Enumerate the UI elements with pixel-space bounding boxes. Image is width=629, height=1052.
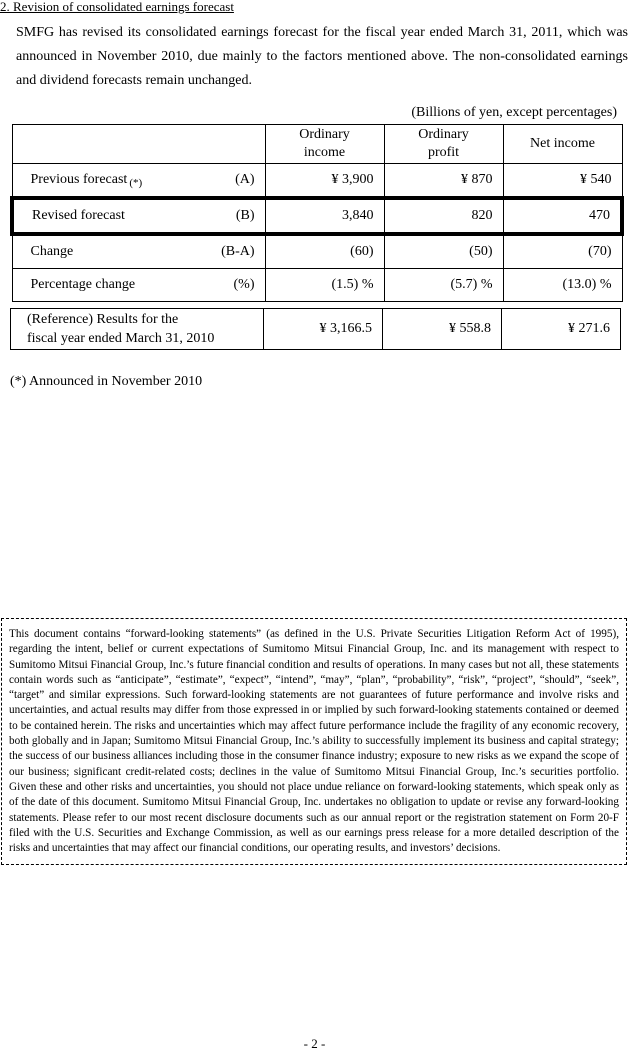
table-header-row <box>12 125 622 164</box>
row-label-cell <box>12 234 265 269</box>
table-cell: (13.0) % <box>503 269 622 302</box>
header-empty-cell <box>12 125 265 164</box>
row-label: Change <box>30 244 74 259</box>
footnote: (*) Announced in November 2010 <box>10 374 203 389</box>
column-header: Net income <box>503 125 622 164</box>
table-cell: ¥ 3,900 <box>265 164 384 199</box>
reference-table <box>10 308 621 350</box>
row-label: Percentage change <box>30 277 136 292</box>
reference-row <box>11 309 621 350</box>
page-number: - 2 - <box>303 1036 326 1051</box>
table-row <box>12 164 622 199</box>
reference-label-line2: fiscal year ended March 31, 2010 <box>27 331 215 346</box>
table-cell: ¥ 540 <box>503 164 622 199</box>
reference-label-cell <box>11 309 264 350</box>
table-cell: (5.7) % <box>384 269 503 302</box>
row-label-cell <box>12 269 265 302</box>
table-cell: 3,840 <box>265 198 384 234</box>
table-cell: ¥ 558.8 <box>383 309 502 350</box>
row-label: Previous forecast <box>30 171 128 187</box>
unit-note: (Billions of yen, except percentages) <box>411 105 617 120</box>
row-label-cell <box>12 164 265 199</box>
row-label: Revised forecast <box>32 208 125 223</box>
row-code: (A) <box>235 172 255 187</box>
section-title: 2. Revision of consolidated earnings forecast <box>0 0 234 14</box>
row-code: (B-A) <box>221 244 255 259</box>
footnote-marker: (*) <box>129 176 143 189</box>
table-cell: ¥ 271.6 <box>502 309 621 350</box>
table-cell: (50) <box>384 234 503 269</box>
table-row <box>12 269 622 302</box>
table-row-highlighted <box>12 198 622 234</box>
row-code: (%) <box>233 277 255 292</box>
table-cell: ¥ 3,166.5 <box>264 309 383 350</box>
table-cell: 820 <box>384 198 503 234</box>
intro-paragraph: SMFG has revised its consolidated earnings forecast for the fiscal year ended March 31, 2011, which was announced in November 2010, due mainly to the factors mentioned above. The non-consolidated earnings and dividend forecasts remain unchanged. <box>16 25 628 88</box>
row-code: (B) <box>235 208 255 223</box>
column-header: Ordinary profit <box>384 125 503 164</box>
forecast-table <box>10 124 624 302</box>
reference-label-line1: (Reference) Results for the <box>27 312 179 327</box>
table-cell: 470 <box>503 198 622 234</box>
table-cell: (60) <box>265 234 384 269</box>
row-label-cell <box>12 198 265 234</box>
table-cell: (1.5) % <box>265 269 384 302</box>
column-header: Ordinary income <box>265 125 384 164</box>
table-row <box>12 234 622 269</box>
table-cell: (70) <box>503 234 622 269</box>
forward-looking-disclaimer: This document contains “forward-looking statements” (as defined in the U.S. Private Securities Litigation Reform Act of 1995), regarding the intent, belief or current expectations of Sumitomo Mitsui Financial Group, Inc. and its management with respect to Sumitomo Mitsui Financial Group, Inc.’s future financial condition and results of operations. In many cases but not all, these statements contain words such as “anticipate”, “estimate”, “expect”, “intend”, “may”, “plan”, “probability”, “risk”, “project”, “should”, “seek”, “target” and similar expressions. Such forward-looking statements are not guarantees of future performance and involve risks and uncertainties, and actual results may differ from those expressed in or implied by such forward-looking statements contained or deemed to be contained herein. The risks and uncertainties which may affect future performance include the fragility of any economic recovery, both globally and in Japan; Sumitomo Mitsui Financial Group, Inc.’s ability to successfully implement its business and capital strategy; the success of our business alliances including those in the consumer finance industry; exposure to new risks as we expand the scope of our business; significant credit-related costs; declines in the value of Sumitomo Mitsui Financial Group, Inc.’s securities portfolio. Given these and other risks and uncertainties, you should not place undue reliance on forward-looking statements, which speak only as of the date of this document. Sumitomo Mitsui Financial Group, Inc. undertakes no obligation to update or revise any forward-looking statements. Please refer to our most recent disclosure documents such as our annual report or the registration statement on Form 20-F filed with the U.S. Securities and Exchange Commission, as well as our earnings press release for a more detailed description of the risks and uncertainties that may affect our financial conditions, our operating results, and investors’ decisions. <box>1 618 627 865</box>
table-cell: ¥ 870 <box>384 164 503 199</box>
